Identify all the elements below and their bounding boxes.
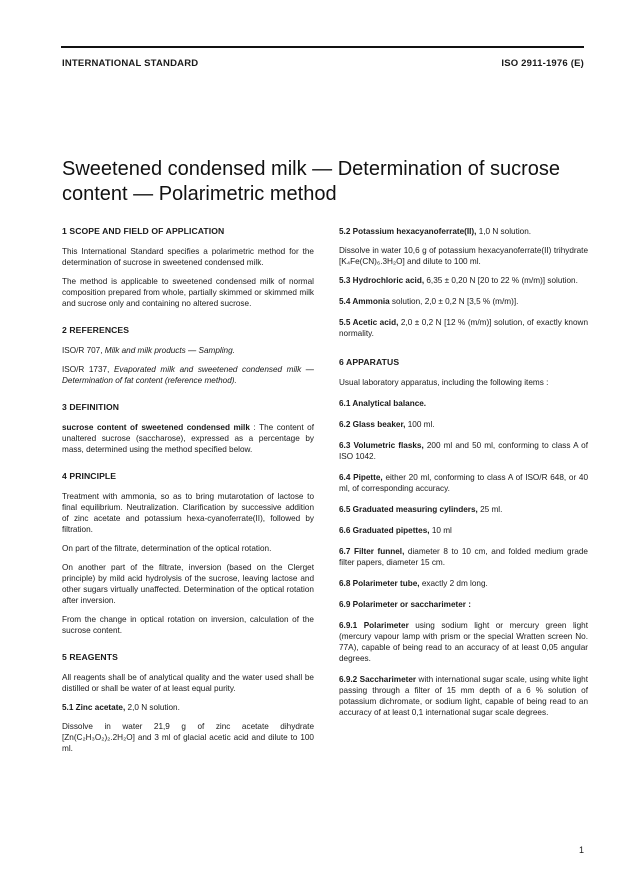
section-heading-scope: 1 SCOPE AND FIELD OF APPLICATION <box>62 226 225 236</box>
reagent-5-1-body: Dissolve in water 21,9 g of zinc acetate dihydrate [Zn(C₂H₃O₂)₂.2H₂O] and 3 ml of glacial acetic acid and dilute to 100 ml. <box>62 722 314 753</box>
left-column <box>62 226 314 762</box>
page-title <box>62 157 582 207</box>
apparatus-6-9: 6.9 Polarimeter or saccharimeter : <box>339 600 471 609</box>
principle-paragraph-3: On another part of the filtrate, inversion (based on the Clerget principle) by mild acid hydrolysis of the sucrose, leaving lactose and other sugars virtually unaffected. Determination of the optical rotation after inversion. <box>62 563 314 605</box>
principle-paragraph-4: From the change in optical rotation on inversion, calculation of the sucrose content. <box>62 615 314 635</box>
apparatus-6-3: 6.3 Volumetric flasks, 200 ml and 50 ml, conforming to class A of ISO 1042. <box>339 441 588 461</box>
apparatus-6-9-1: 6.9.1 Polarimeter using sodium light or mercury green light (mercury vapour lamp with prism or the special Wratten screen No. 77A), capable of being read to an accuracy of at least 0,05 angular degrees. <box>339 621 589 663</box>
reference-item-2: ISO/R 1737, Evaporated milk and sweetened condensed milk — Determination of fat content (reference method). <box>62 365 314 385</box>
section-heading-references: 2 REFERENCES <box>62 325 130 335</box>
apparatus-6-6: 6.6 Graduated pipettes, 10 ml <box>339 526 452 535</box>
section-heading-principle: 4 PRINCIPLE <box>62 471 117 481</box>
right-column <box>339 226 588 728</box>
apparatus-6-8: 6.8 Polarimeter tube, exactly 2 dm long. <box>339 579 488 588</box>
reagent-5-3: 5.3 Hydrochloric acid, 6,35 ± 0,20 N [20 to 22 % (m/m)] solution. <box>339 276 578 285</box>
title-line-2: content — Polarimetric method <box>62 183 337 205</box>
principle-paragraph-1: Treatment with ammonia, so as to bring mutarotation of lactose to final equilibrium. Neutralization. Clarification by successive addition of zinc acetate and potassium hexa-cyanoferrate(II), followed by filtration. <box>62 492 314 534</box>
reagent-5-4: 5.4 Ammonia solution, 2,0 ± 0,2 N [3,5 % (m/m)]. <box>339 297 519 306</box>
apparatus-6-2: 6.2 Glass beaker, 100 ml. <box>339 420 435 429</box>
reagents-paragraph: All reagents shall be of analytical quality and the water used shall be distilled or shall be water of at least equal purity. <box>62 673 314 693</box>
page-number: 1 <box>578 845 584 855</box>
reagent-5-2-body: Dissolve in water 10,6 g of potassium hexacyanoferrate(II) trihydrate [K₄Fe(CN)₆.3H₂O] and dilute to 100 ml. <box>339 246 588 266</box>
scope-paragraph-1: This International Standard specifies a polarimetric method for the determination of sucrose in sweetened condensed milk. <box>62 247 314 267</box>
reference-item-1: ISO/R 707, Milk and milk products — Sampling. <box>62 346 235 355</box>
standard-number: ISO 2911-1976 (E) <box>501 58 584 69</box>
apparatus-6-4: 6.4 Pipette, either 20 ml, conforming to class A of ISO/R 648, or 40 ml, of corresponding accuracy. <box>339 473 589 493</box>
section-heading-definition: 3 DEFINITION <box>62 402 120 412</box>
header-rule <box>61 46 584 48</box>
section-heading-reagents: 5 REAGENTS <box>62 652 118 662</box>
scope-paragraph-2: The method is applicable to sweetened condensed milk of normal composition prepared from whole, partially skimmed or skimmed milk and sucrose only and containing no altered sucrose. <box>62 277 314 308</box>
definition-paragraph: sucrose content of sweetened condensed milk : The content of unaltered sucrose (saccharose), expressed as a percentage by mass, determined using the method specified below. <box>62 423 314 454</box>
section-heading-apparatus: 6 APPARATUS <box>339 357 400 367</box>
apparatus-6-7: 6.7 Filter funnel, diameter 8 to 10 cm, and folded medium grade filter papers, diameter 15 cm. <box>339 547 588 567</box>
apparatus-6-5: 6.5 Graduated measuring cylinders, 25 ml. <box>339 505 503 514</box>
reagent-5-2: 5.2 Potassium hexacyanoferrate(II), 1,0 N solution. <box>339 227 532 236</box>
apparatus-6-1: 6.1 Analytical balance. <box>339 399 427 408</box>
apparatus-intro: Usual laboratory apparatus, including the following items : <box>339 378 549 387</box>
reagent-5-5: 5.5 Acetic acid, 2,0 ± 0,2 N [12 % (m/m)] solution, of exactly known normality. <box>339 318 588 338</box>
reagent-5-1: 5.1 Zinc acetate, 2,0 N solution. <box>62 703 180 712</box>
principle-paragraph-2: On part of the filtrate, determination of the optical rotation. <box>62 544 272 553</box>
title-line-1: Sweetened condensed milk — Determination of sucrose <box>62 158 561 180</box>
document-type: INTERNATIONAL STANDARD <box>62 58 199 69</box>
apparatus-6-9-2: 6.9.2 Saccharimeter with international sugar scale, using white light passing through a filter of 15 mm depth of a 6 % solution of potassium dichromate, or sodium light, capable of being read to an accuracy of at least 0,1 international sugar scale degrees. <box>339 675 589 717</box>
